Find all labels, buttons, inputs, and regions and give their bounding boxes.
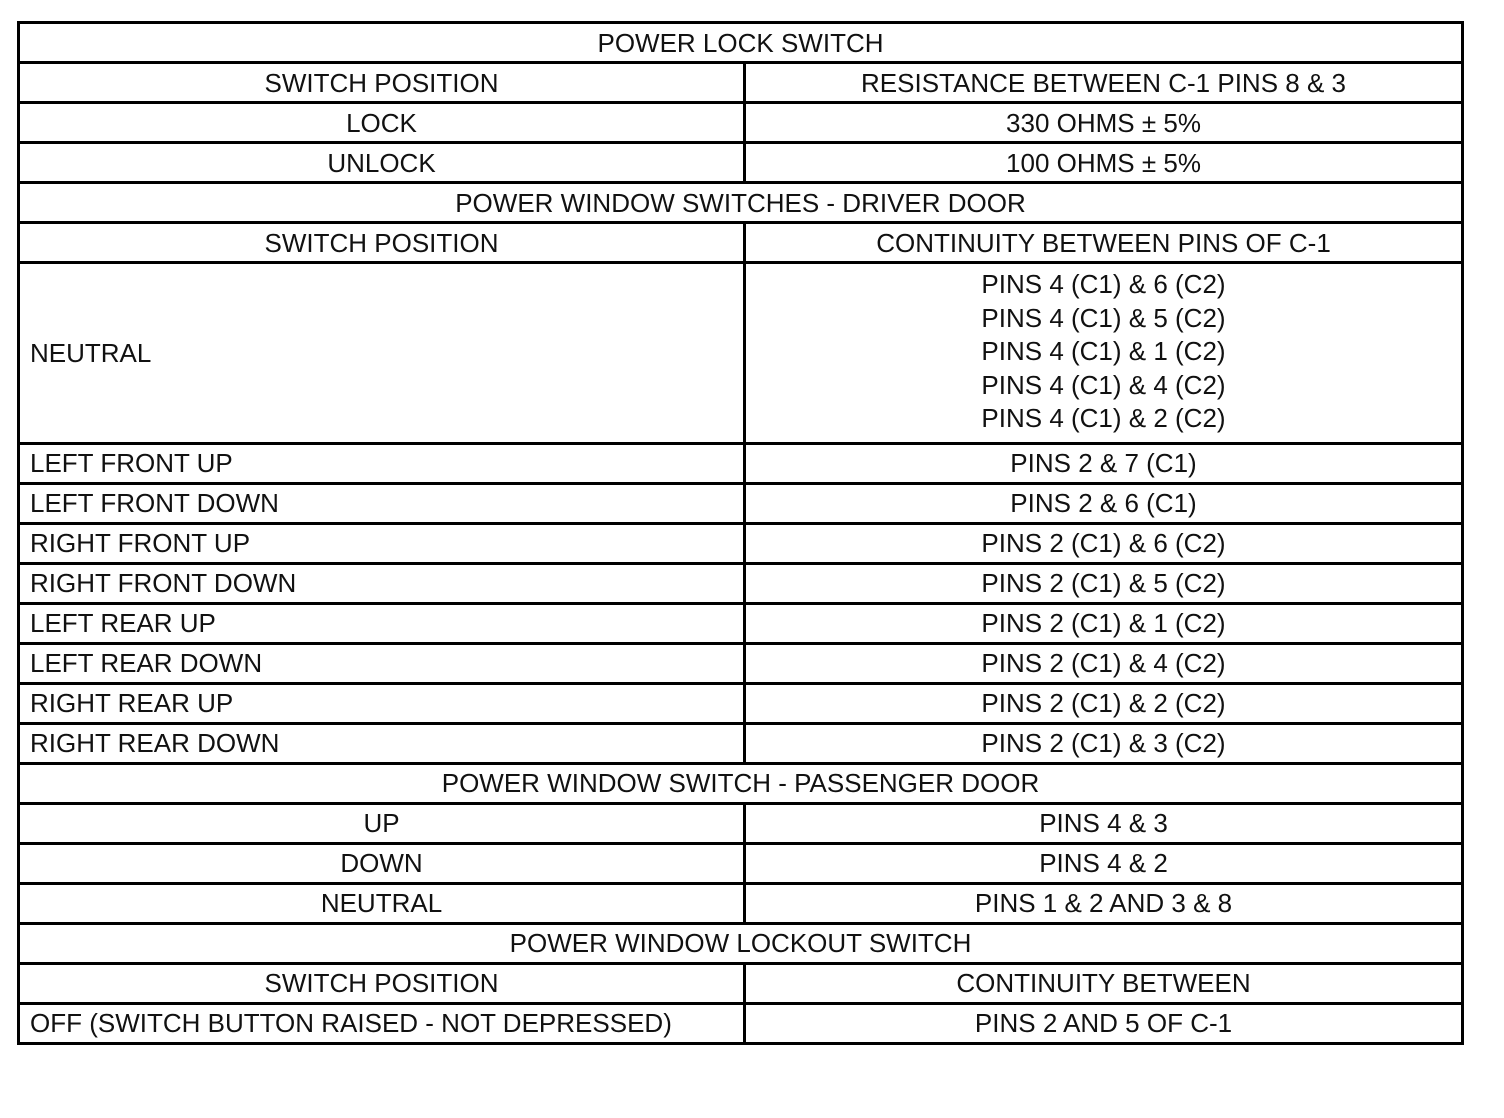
table-row: [19, 443, 1463, 483]
section-title: POWER WINDOW SWITCHES - DRIVER DOOR: [19, 183, 1463, 223]
pin-pair: PINS 4 (C1) & 2 (C2): [981, 403, 1226, 433]
switch-position-cell: RIGHT REAR UP: [19, 683, 745, 723]
column-header: CONTINUITY BETWEEN PINS OF C-1: [745, 223, 1463, 263]
table-row: [19, 563, 1463, 603]
table-row: [19, 683, 1463, 723]
switch-position-cell: RIGHT FRONT DOWN: [19, 563, 745, 603]
section-title-row: [19, 23, 1463, 63]
value-cell: PINS 2 (C1) & 1 (C2): [745, 603, 1463, 643]
value-cell: PINS 4 & 3: [745, 803, 1463, 843]
switch-position-cell: LEFT FRONT DOWN: [19, 483, 745, 523]
section-title-row: [19, 183, 1463, 223]
switch-position-cell: LOCK: [19, 103, 745, 143]
value-cell: PINS 4 & 2: [745, 843, 1463, 883]
table-row: [19, 263, 1463, 444]
value-cell: PINS 2 AND 5 OF C-1: [745, 1003, 1463, 1043]
column-header: SWITCH POSITION: [19, 63, 745, 103]
column-header: CONTINUITY BETWEEN: [745, 963, 1463, 1003]
column-header-row: [19, 963, 1463, 1003]
value-cell: PINS 2 & 6 (C1): [745, 483, 1463, 523]
value-cell: PINS 2 (C1) & 2 (C2): [745, 683, 1463, 723]
switch-position-cell: LEFT REAR DOWN: [19, 643, 745, 683]
column-header: RESISTANCE BETWEEN C-1 PINS 8 & 3: [745, 63, 1463, 103]
table-row: [19, 603, 1463, 643]
switch-position-cell: UP: [19, 803, 745, 843]
table-row: [19, 723, 1463, 763]
table-row: [19, 803, 1463, 843]
section-title: POWER WINDOW LOCKOUT SWITCH: [19, 923, 1463, 963]
section-title: POWER LOCK SWITCH: [19, 23, 1463, 63]
table-row: [19, 143, 1463, 183]
table-row: [19, 103, 1463, 143]
table-row: [19, 523, 1463, 563]
column-header: SWITCH POSITION: [19, 963, 745, 1003]
section-title-row: [19, 923, 1463, 963]
switch-position-cell: NEUTRAL: [19, 263, 745, 444]
value-cell: PINS 2 (C1) & 6 (C2): [745, 523, 1463, 563]
switch-test-table: [17, 21, 1464, 1045]
value-cell: PINS 1 & 2 AND 3 & 8: [745, 883, 1463, 923]
switch-position-cell: UNLOCK: [19, 143, 745, 183]
switch-position-cell: OFF (SWITCH BUTTON RAISED - NOT DEPRESSED): [19, 1003, 745, 1043]
pin-pair: PINS 4 (C1) & 1 (C2): [981, 336, 1226, 366]
table-row: [19, 1003, 1463, 1043]
value-cell: PINS 2 & 7 (C1): [745, 443, 1463, 483]
column-header-row: [19, 63, 1463, 103]
pin-pair: PINS 4 (C1) & 6 (C2): [981, 269, 1226, 299]
value-cell: [745, 263, 1463, 444]
value-cell: 330 OHMS ± 5%: [745, 103, 1463, 143]
value-cell: 100 OHMS ± 5%: [745, 143, 1463, 183]
table-row: [19, 883, 1463, 923]
value-cell: PINS 2 (C1) & 3 (C2): [745, 723, 1463, 763]
value-cell: PINS 2 (C1) & 5 (C2): [745, 563, 1463, 603]
pin-pair: PINS 4 (C1) & 4 (C2): [981, 369, 1226, 400]
column-header: SWITCH POSITION: [19, 223, 745, 263]
switch-position-cell: NEUTRAL: [19, 883, 745, 923]
section-title: POWER WINDOW SWITCH - PASSENGER DOOR: [19, 763, 1463, 803]
pin-pair: PINS 4 (C1) & 5 (C2): [981, 302, 1226, 333]
switch-position-cell: RIGHT REAR DOWN: [19, 723, 745, 763]
section-title-row: [19, 763, 1463, 803]
table-row: [19, 843, 1463, 883]
table-row: [19, 643, 1463, 683]
switch-position-cell: LEFT REAR UP: [19, 603, 745, 643]
switch-position-cell: LEFT FRONT UP: [19, 443, 745, 483]
column-header-row: [19, 223, 1463, 263]
switch-position-cell: DOWN: [19, 843, 745, 883]
switch-position-cell: RIGHT FRONT UP: [19, 523, 745, 563]
value-cell: PINS 2 (C1) & 4 (C2): [745, 643, 1463, 683]
table-row: [19, 483, 1463, 523]
